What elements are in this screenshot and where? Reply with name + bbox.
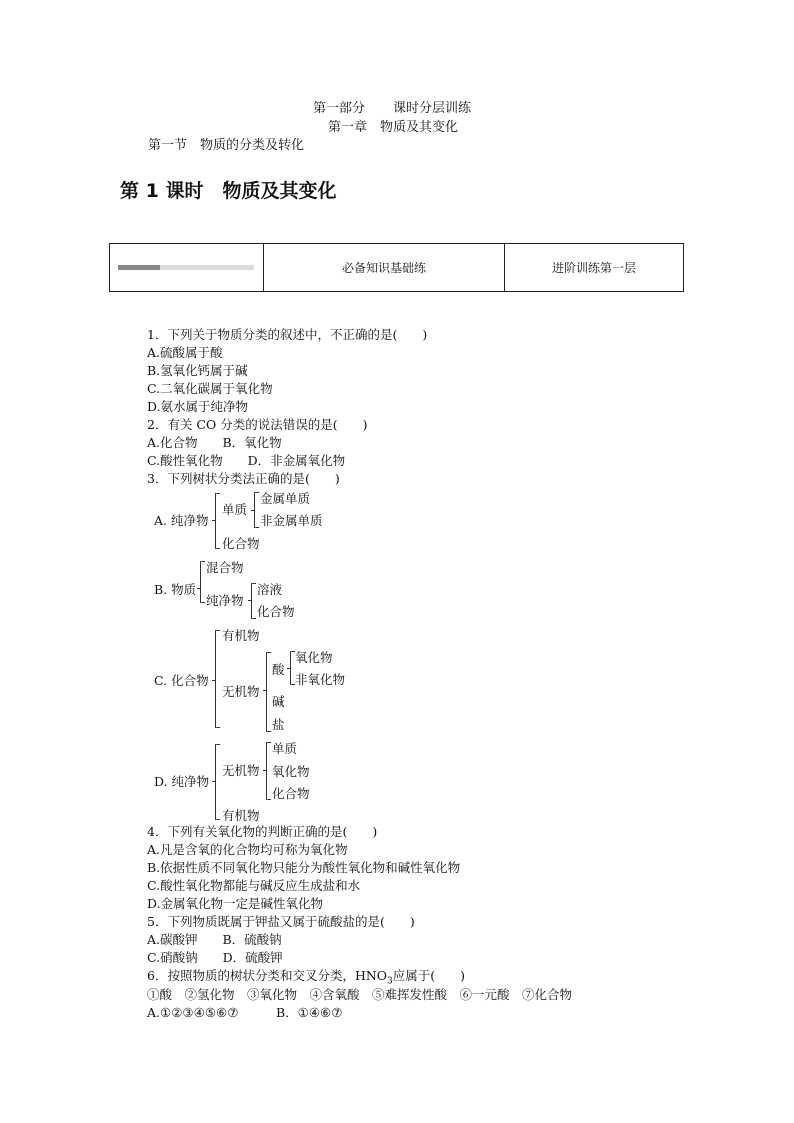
tree-b-node-1: 混合物 bbox=[206, 560, 244, 575]
progress-bar bbox=[118, 265, 254, 270]
tree-c-acid-brace bbox=[290, 651, 291, 685]
tab-basic[interactable]: 必备知识基础练 bbox=[263, 244, 504, 291]
tree-c-sub-brace bbox=[266, 652, 267, 732]
tree-c-base: 碱 bbox=[272, 694, 285, 709]
q2-options-ab: A.化合物 B．氧化物 bbox=[147, 435, 282, 450]
tree-c-acid-leaf-2: 非氧化物 bbox=[295, 672, 346, 687]
tree-a-node-2: 化合物 bbox=[222, 536, 260, 551]
q4-option-c: C.酸性氧化物都能与碱反应生成盐和水 bbox=[147, 878, 361, 893]
tree-a-root: A. 纯净物 bbox=[154, 513, 209, 528]
section-title: 第一节 物质的分类及转化 bbox=[148, 138, 305, 153]
q1-option-c: C.二氧化碳属于氧化物 bbox=[147, 381, 273, 396]
tree-d-node-2: 有机物 bbox=[222, 808, 260, 823]
progress-fill bbox=[118, 265, 160, 270]
part-title: 第一部分 课时分层训练 bbox=[313, 101, 472, 116]
lesson-title: 第 1 课时 物质及其变化 bbox=[120, 180, 337, 202]
q3-stem: 3．下列树状分类法正确的是( ) bbox=[147, 471, 340, 486]
tree-d-root: D. 纯净物 bbox=[154, 774, 210, 789]
tree-d-sub-brace bbox=[266, 742, 267, 800]
chapter-title: 第一章 物质及其变化 bbox=[328, 120, 459, 135]
tree-b-leaf-1: 溶液 bbox=[257, 582, 283, 597]
tree-b-brace bbox=[200, 561, 201, 603]
q1-stem: 1．下列关于物质分类的叙述中，不正确的是( ) bbox=[147, 327, 428, 342]
tree-a-leaf-2: 非金属单质 bbox=[260, 513, 323, 528]
q6-items: ①酸 ②氢化物 ③氧化物 ④含氧酸 ⑤难挥发性酸 ⑥一元酸 ⑦化合物 bbox=[147, 987, 573, 1002]
tree-a-leaf-1: 金属单质 bbox=[260, 491, 311, 506]
tree-c-node-1: 有机物 bbox=[222, 628, 260, 643]
q5-options-ab: A.碳酸钾 B．硫酸钠 bbox=[147, 932, 282, 947]
q6-options-ab: A.①②③④⑤⑥⑦ B．①④⑥⑦ bbox=[147, 1005, 343, 1020]
tree-d-brace bbox=[215, 744, 216, 820]
q4-option-b: B.依据性质不同氧化物只能分为酸性氧化物和碱性氧化物 bbox=[147, 860, 461, 875]
q1-option-d: D.氨水属于纯净物 bbox=[147, 399, 249, 414]
tree-c-acid: 酸 bbox=[272, 662, 285, 677]
q2-stem: 2．有关 CO 分类的说法错误的是( ) bbox=[147, 417, 368, 432]
tree-a-node-1: 单质 bbox=[222, 502, 248, 517]
progress-cell bbox=[110, 244, 263, 291]
q1-option-b: B.氢氧化钙属于碱 bbox=[147, 363, 248, 378]
tree-b-leaf-2: 化合物 bbox=[257, 604, 295, 619]
q2-options-cd: C.酸性氧化物 D．非金属氧化物 bbox=[147, 453, 346, 468]
tree-d-node-1: 无机物 bbox=[222, 763, 260, 778]
tree-c-acid-leaf-1: 氧化物 bbox=[295, 650, 333, 665]
tree-a-brace bbox=[215, 493, 216, 549]
tree-d-leaf-2: 氧化物 bbox=[272, 764, 310, 779]
q6-stem: 6．按照物质的树状分类和交叉分类，$HNO_3$应属于( ) bbox=[147, 968, 466, 987]
q4-stem: 4．下列有关氧化物的判断正确的是( ) bbox=[147, 824, 378, 839]
q4-option-d: D.金属氧化物一定是碱性氧化物 bbox=[147, 896, 324, 911]
tree-c-brace bbox=[215, 630, 216, 728]
tree-b-root: B. 物质 bbox=[154, 582, 197, 597]
tree-d-leaf-1: 单质 bbox=[272, 741, 298, 756]
practice-tab-bar bbox=[109, 243, 684, 292]
tab-advanced[interactable]: 进阶训练第一层 bbox=[504, 244, 683, 291]
q1-option-a: A.硫酸属于酸 bbox=[147, 345, 223, 360]
tree-c-salt: 盐 bbox=[272, 717, 285, 732]
tree-b-sub-brace bbox=[251, 583, 252, 619]
tree-c-node-2: 无机物 bbox=[222, 684, 260, 699]
tree-b-node-2: 纯净物 bbox=[206, 593, 244, 608]
q5-options-cd: C.硝酸钠 D．硫酸钾 bbox=[147, 950, 283, 965]
tree-c-root: C. 化合物 bbox=[154, 673, 209, 688]
tree-a-sub-brace bbox=[254, 492, 255, 528]
tree-d-leaf-3: 化合物 bbox=[272, 786, 310, 801]
q4-option-a: A.凡是含氧的化合物均可称为氧化物 bbox=[147, 842, 348, 857]
q5-stem: 5．下列物质既属于钾盐又属于硫酸盐的是( ) bbox=[147, 914, 415, 929]
